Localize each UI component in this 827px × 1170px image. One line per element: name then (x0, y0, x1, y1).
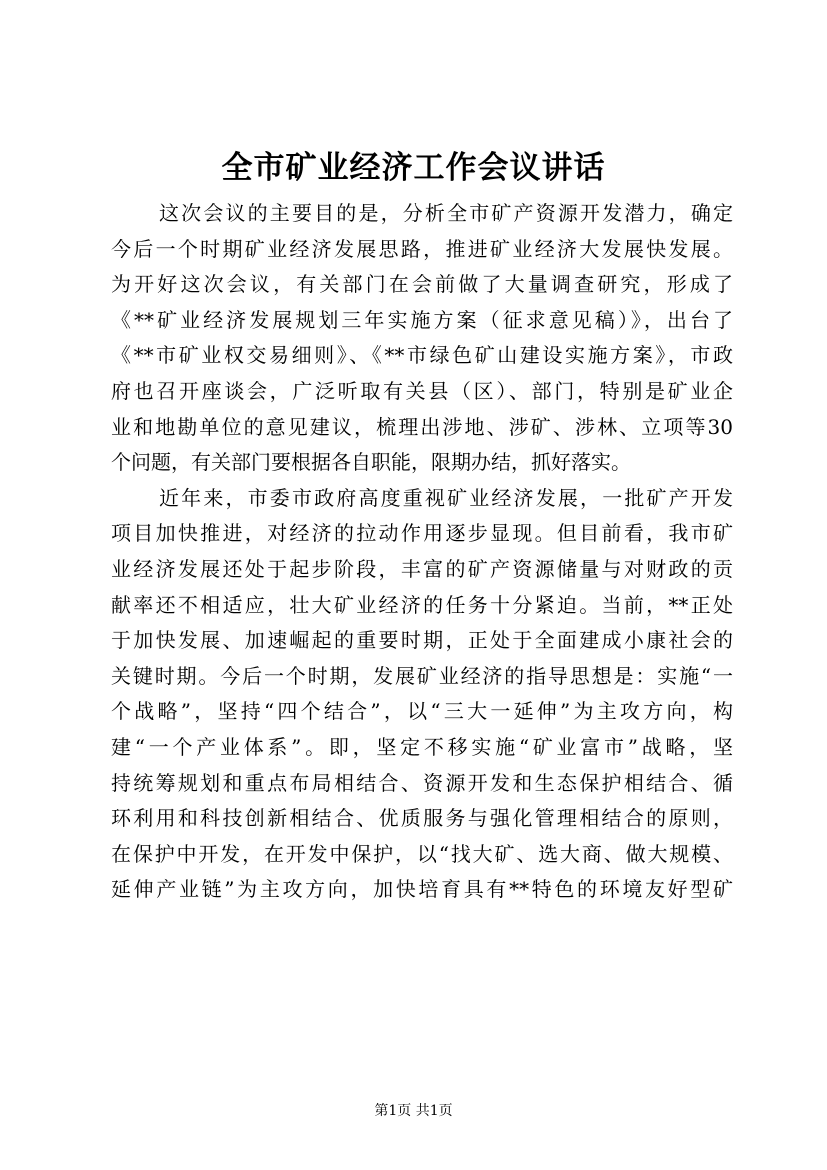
page-number-label: 第1页 共1页 (374, 1103, 453, 1119)
text-line: 环利用和科技创新相结合、优质服务与强化管理相结合的原则， (111, 806, 733, 831)
text-line: 府也召开座谈会，广泛听取有关县（区）、部门，特别是矿业企 (111, 378, 733, 403)
text-line: 在保护中开发，在开发中保护，以“找大矿、选大商、做大规模、 (111, 841, 733, 866)
text-line: 今后一个时期矿业经济发展思路，推进矿业经济大发展快发展。 (111, 236, 733, 261)
text-line: 献率还不相适应，壮大矿业经济的任务十分紧迫。当前，**正处 (111, 592, 733, 617)
paragraph-2 (111, 481, 733, 908)
text-line: 持统筹规划和重点布局相结合、资源开发和生态保护相结合、循 (111, 770, 733, 795)
text-line: 《**市矿业权交易细则》、《**市绿色矿山建设实施方案》，市政 (111, 343, 733, 368)
page-footer (0, 1101, 827, 1121)
text-line: 近年来，市委市政府高度重视矿业经济发展，一批矿产开发 (159, 485, 733, 510)
text-line: 业经济发展还处于起步阶段，丰富的矿产资源储量与对财政的贡 (111, 556, 733, 581)
text-line: 为开好这次会议，有关部门在会前做了大量调查研究，形成了 (111, 272, 733, 297)
paragraph-1 (111, 196, 733, 481)
text-line: 个战略”，坚持“四个结合”，以“三大一延伸”为主攻方向，构 (111, 699, 733, 724)
text-line: 于加快发展、加速崛起的重要时期，正处于全面建成小康社会的 (111, 628, 733, 653)
text-line: 建“一个产业体系”。即，坚定不移实施“矿业富市”战略，坚 (111, 734, 733, 759)
text-line: 延伸产业链”为主攻方向，加快培育具有**特色的环境友好型矿 (111, 877, 733, 902)
text-line: 《**矿业经济发展规划三年实施方案（征求意见稿）》，出台了 (111, 307, 733, 332)
document-body (111, 196, 733, 908)
text-line: 个问题，有关部门要根据各自职能，限期办结，抓好落实。 (111, 450, 631, 475)
text-line: 这次会议的主要目的是，分析全市矿产资源开发潜力，确定 (159, 201, 733, 225)
text-line: 项目加快推进，对经济的拉动作用逐步显现。但目前看，我市矿 (111, 521, 733, 546)
text-line: 业和地勘单位的意见建议，梳理出涉地、涉矿、涉林、立项等30 (111, 414, 733, 439)
document-title: 全市矿业经济工作会议讲话 (221, 150, 606, 186)
text-line: 关键时期。今后一个时期，发展矿业经济的指导思想是：实施“一 (111, 663, 733, 688)
